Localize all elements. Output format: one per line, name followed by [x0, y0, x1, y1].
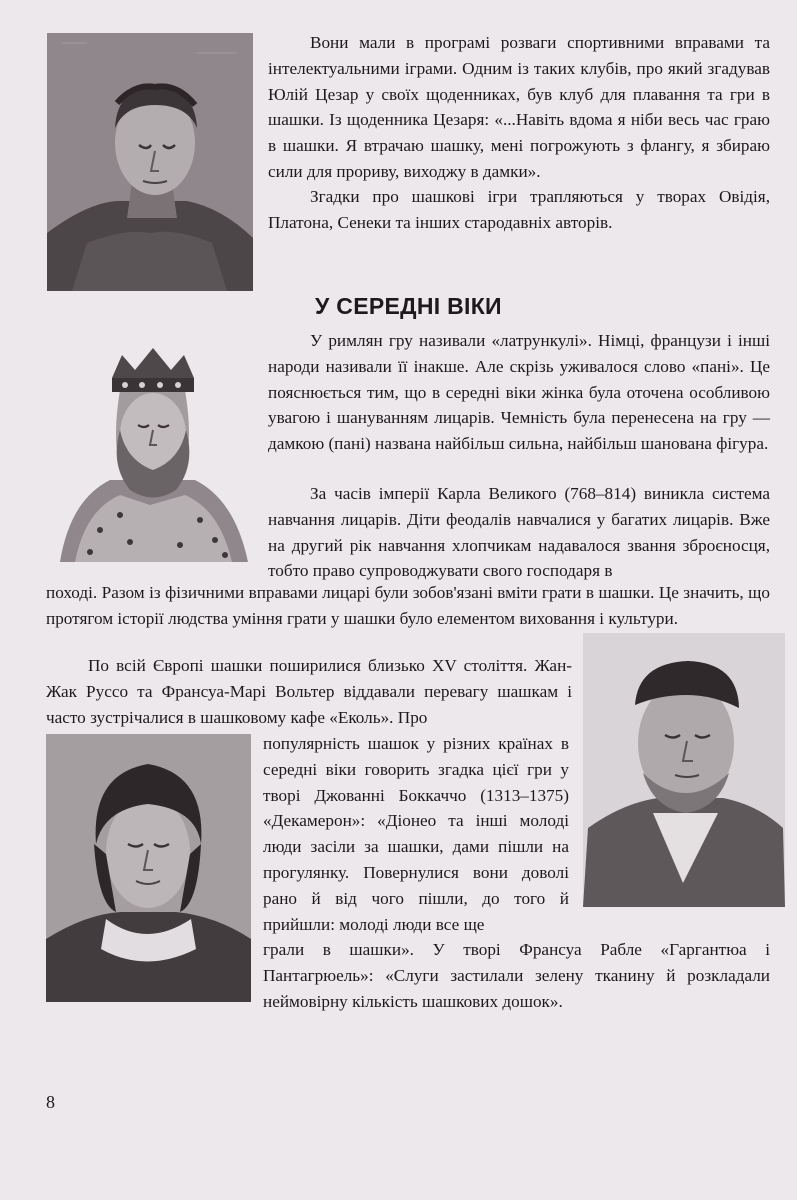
- boccaccio-portrait: [46, 734, 251, 1002]
- king-portrait: [50, 330, 255, 562]
- section-paragraph-1: У римлян гру називали «латрункулі». Німці, французи і інші народи називали її інакше. Але скрізь уживалося слово «пані». Це пояснюється тим, що в середні віки жінка була оточена особливою увагою і шануванням лицарів. Чемність була перенесена на гру — дамкою (пані) названа найбільш сильна, найбільш шанована фігура.: [268, 331, 770, 454]
- intro-paragraph-2: Згадки про шашкові ігри трапляються у творах Овідія, Платона, Сенеки та інших стародавніх авторів.: [268, 187, 770, 232]
- section-paragraph-3c: грали в шашки». У творі Франсуа Рабле «Гаргантюа і Пантагрюель»: «Слуги застилали зелену тканину й розкладали неймовірну кількість шашкових дошок».: [263, 940, 770, 1011]
- section-paragraph-3b: популярність шашок у різних країнах в середні віки говорить згадка цієї гри у творі Джованні Боккаччо (1313–1375) «Декамерон»: «Діонео та інші молоді люди засіли за шашки, дами пішли на прогулянку. Повернулися вони доволі рано й від чого пішли, до того й прийшли: молоді люди все ще: [263, 734, 569, 934]
- cap-man-portrait: [583, 633, 785, 907]
- section-paragraph-2a: За часів імперії Карла Великого (768–814) виникла система навчання лицарів. Діти феодалів навчалися у багатих лицарів. Вже на другий рік навчання хлопчикам надавалося звання зброєносця, тобто право супроводжувати свого господаря в: [268, 484, 770, 581]
- section-paragraph-2b: поході. Разом із фізичними вправами лицарі були зобов'язані вміти грати в шашки. Це значить, що протягом історії людства уміння грати у шашки було елементом виховання і культури.: [46, 583, 770, 628]
- caesar-portrait: [47, 33, 253, 291]
- page-number: 8: [46, 1092, 55, 1112]
- section-heading: У СЕРЕДНІ ВІКИ: [315, 293, 502, 319]
- intro-paragraph-1: Вони мали в програмі розваги спортивними вправами та інтелектуальними іграми. Одним із таких клубів, про який згадував Юлій Цезар у своїх щоденниках, був клуб для плавання та гри в шашки. Із щоденника Цезаря: «...Навіть вдома я ніби весь час граю в шашки. Я втрачаю шашку, мені погрожують з флангу, я збираю сили для прориву, виходжу в дамки».: [268, 33, 770, 181]
- section-paragraph-3a: По всій Європі шашки поширилися близько XV століття. Жан-Жак Руссо та Франсуа-Марі Вольтер віддавали перевагу шашкам і часто зустрічалися в шашковому кафе «Еколь». Про: [46, 656, 572, 727]
